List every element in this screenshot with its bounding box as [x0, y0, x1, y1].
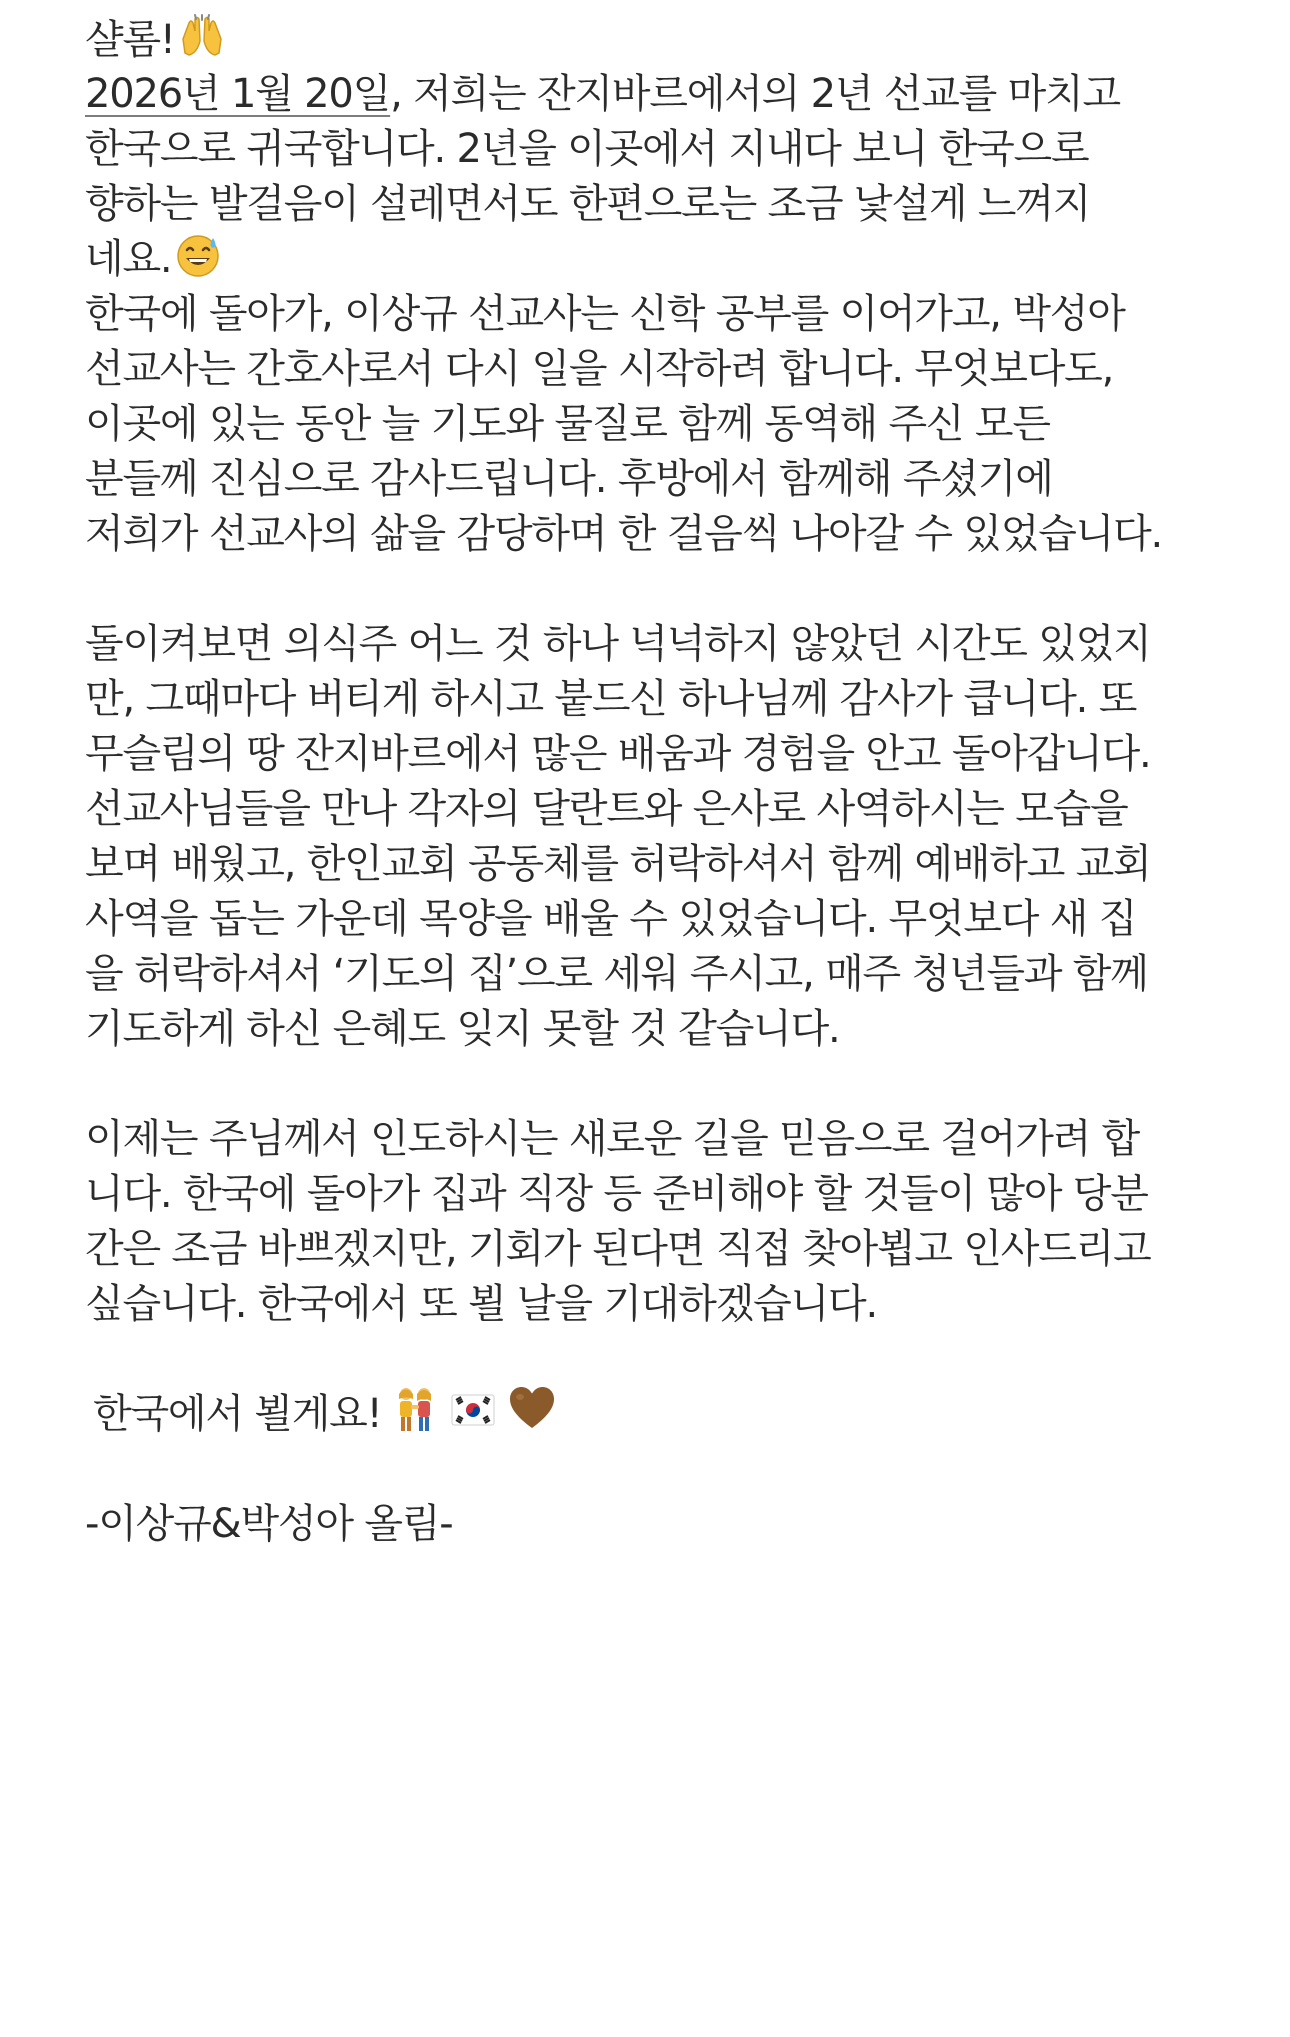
paragraph-3-line-1: 이제는 주님께서 인도하시는 새로운 길을 믿음으로 걸어가려 합	[85, 1116, 1140, 1162]
paragraph-2-line-7: 을 허락하셔서 ‘기도의 집’으로 세워 주시고, 매주 청년들과 함께	[85, 951, 1148, 997]
raised-hands-icon	[179, 13, 225, 59]
signature: -이상규&박성아 올림-	[85, 1501, 453, 1547]
brown-heart-icon	[507, 1383, 557, 1433]
paragraph-3-line-2: 니다. 한국에 돌아가 집과 직장 등 준비해야 할 것들이 많아 당분	[85, 1171, 1148, 1217]
paragraph-1-line-4: 네요.	[85, 223, 221, 295]
grinning-sweat-icon	[175, 232, 221, 278]
paragraph-1-line-1: 2026년 1월 20일, 저희는 잔지바르에서의 2년 선교를 마치고	[85, 71, 1120, 117]
paragraph-1-line-7: 이곳에 있는 동안 늘 기도와 물질로 함께 동역해 주신 모든	[85, 401, 1050, 447]
paragraph-1-line-8: 분들께 진심으로 감사드립니다. 후방에서 함께해 주셨기에	[85, 456, 1053, 502]
paragraph-2-line-8: 기도하게 하신 은혜도 잊지 못할 것 같습니다.	[85, 1006, 840, 1052]
paragraph-3-line-3: 간은 조금 바쁘겠지만, 기회가 된다면 직접 찾아뵙고 인사드리고	[85, 1226, 1151, 1272]
paragraph-1-line-6: 선교사는 간호사로서 다시 일을 시작하려 합니다. 무엇보다도,	[85, 346, 1114, 392]
date-text: 2026년 1월 20일	[85, 71, 391, 117]
paragraph-1-line-9: 저희가 선교사의 삶을 감당하며 한 걸음씩 나아갈 수 있었습니다.	[85, 511, 1163, 557]
paragraph-1-line-5: 한국에 돌아가, 이상규 선교사는 신학 공부를 이어가고, 박성아	[85, 291, 1125, 337]
paragraph-2-line-5: 보며 배웠고, 한인교회 공동체를 허락하셔서 함께 예배하고 교회	[85, 841, 1151, 887]
greeting-text: 샬롬!	[85, 17, 175, 63]
closing-text: 한국에서 뵐게요!	[93, 1391, 382, 1437]
paragraph-1-line-3: 향하는 발걸음이 설레면서도 한편으로는 조금 낯설게 느껴지	[85, 181, 1091, 227]
couple-icon	[391, 1385, 439, 1433]
paragraph-1-line-2: 한국으로 귀국합니다. 2년을 이곳에서 지내다 보니 한국으로	[85, 126, 1089, 172]
paragraph-2-line-1: 돌이켜보면 의식주 어느 것 하나 넉넉하지 않았던 시간도 있었지	[85, 621, 1151, 667]
paragraph-2-line-4: 선교사님들을 만나 각자의 달란트와 은사로 사역하시는 모습을	[85, 786, 1128, 832]
paragraph-2-line-2: 만, 그때마다 버티게 하시고 붙드신 하나님께 감사가 큽니다. 또	[85, 676, 1137, 722]
korea-flag-icon	[449, 1385, 497, 1433]
paragraph-2-line-3: 무슬림의 땅 잔지바르에서 많은 배움과 경험을 안고 돌아갑니다.	[85, 731, 1151, 777]
paragraph-3-line-4: 싶습니다. 한국에서 또 뵐 날을 기대하겠습니다.	[85, 1281, 877, 1327]
paragraph-2-line-6: 사역을 돕는 가운데 목양을 배울 수 있었습니다. 무엇보다 새 집	[85, 896, 1137, 942]
closing-line	[93, 1378, 557, 1450]
